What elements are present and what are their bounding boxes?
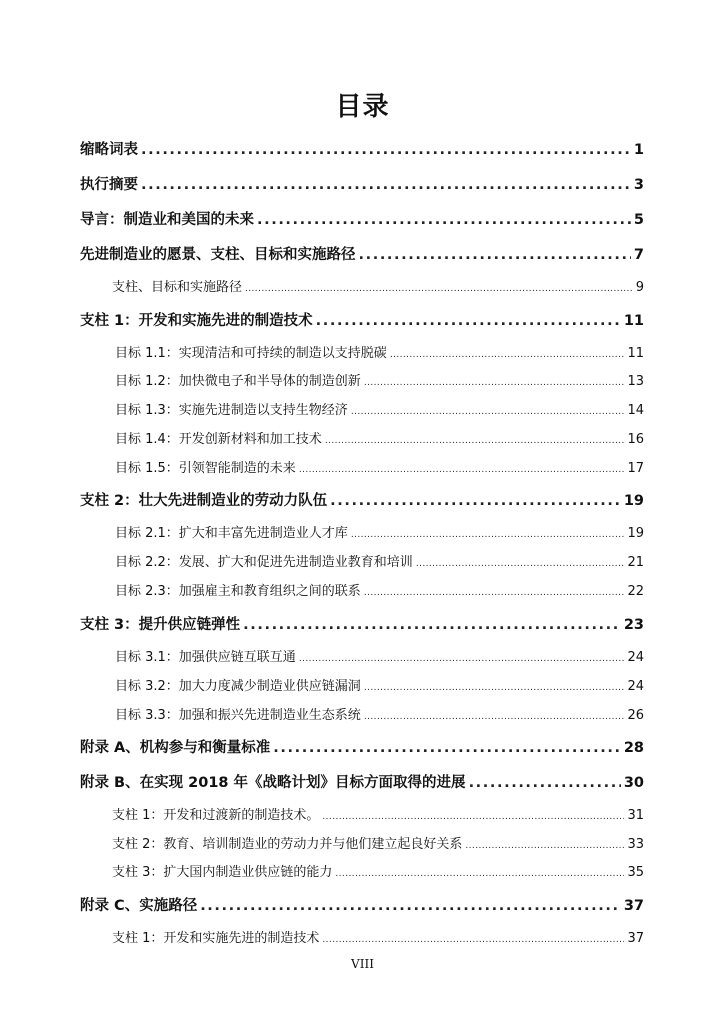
toc-entry-label: 执行摘要: [80, 177, 138, 193]
toc-entry-label: 缩略词表: [80, 142, 138, 158]
toc-entry-page: 11: [623, 313, 644, 329]
dot-leader: [200, 898, 621, 914]
toc-entry-page: 37: [623, 898, 644, 914]
dot-leader: [416, 559, 625, 569]
page-title: 目录: [335, 92, 390, 122]
toc-entry-appendix-c[interactable]: [80, 894, 644, 915]
toc-entry-abbreviations[interactable]: [80, 138, 644, 159]
toc-entry-page: 24: [627, 650, 644, 665]
toc-entry-page: 17: [627, 461, 644, 476]
toc-entry-label: 先进制造业的愿景、支柱、目标和实施路径: [80, 247, 356, 263]
toc-entry-goal-1-4[interactable]: [115, 428, 644, 447]
dot-leader: [330, 493, 621, 509]
toc-entry-page: 19: [623, 493, 644, 509]
toc-entry-page: 37: [627, 931, 644, 946]
toc-entry-page: 30: [623, 775, 644, 791]
dot-leader: [245, 284, 633, 294]
dot-leader: [141, 177, 631, 193]
toc-entry-goal-3-2[interactable]: [115, 675, 644, 694]
dot-leader: [351, 407, 625, 417]
toc-entry-goal-1-1[interactable]: [115, 342, 644, 361]
toc-entry-goal-3-1[interactable]: [115, 646, 644, 665]
toc-entry-page: 33: [627, 837, 644, 852]
dot-leader: [351, 530, 625, 540]
toc-entry-b-pillar-3[interactable]: [112, 861, 644, 880]
toc-entry-page: 14: [627, 403, 644, 418]
toc-entry-page: 21: [627, 555, 644, 570]
toc-entry-appendix-b[interactable]: [80, 771, 644, 792]
toc-entry-page: 26: [627, 708, 644, 723]
toc-entry-b-pillar-2[interactable]: [112, 833, 644, 852]
toc-entry-appendix-a[interactable]: [80, 736, 644, 757]
toc-entry-label: 目标 2.2：发展、扩大和促进先进制造业教育和培训: [115, 555, 413, 570]
toc-entry-page: 19: [627, 526, 644, 541]
toc-entry-page: 31: [627, 808, 644, 823]
toc-entry-label: 支柱 1：开发和过渡新的制造技术。: [112, 808, 320, 823]
toc-entry-goal-1-5[interactable]: [115, 457, 644, 476]
dot-leader: [243, 617, 621, 633]
dot-leader: [257, 212, 631, 228]
toc-entry-goal-3-3[interactable]: [115, 704, 644, 723]
toc-entry-page: 24: [627, 679, 644, 694]
toc-entry-goal-1-3[interactable]: [115, 399, 644, 418]
toc-entry-page: 23: [623, 617, 644, 633]
dot-leader: [316, 313, 621, 329]
toc-entry-goal-1-2[interactable]: [115, 370, 644, 389]
toc-entry-label: 支柱 2：教育、培训制造业的劳动力并与他们建立起良好关系: [112, 837, 463, 852]
dot-leader: [299, 654, 625, 664]
dot-leader: [322, 935, 624, 945]
toc-entry-label: 目标 3.3：加强和振兴先进制造业生态系统: [115, 708, 361, 723]
toc-entry-label: 附录 B、在实现 2018 年《战略计划》目标方面取得的进展: [80, 775, 466, 791]
toc-entry-vision[interactable]: [80, 243, 644, 264]
toc-entry-label: 目标 1.3：实施先进制造以支持生物经济: [115, 403, 348, 418]
toc-entry-page: 3: [633, 177, 644, 193]
toc-entry-label: 附录 A、机构参与和衡量标准: [80, 740, 271, 756]
toc-entry-executive-summary[interactable]: [80, 173, 644, 194]
toc-entry-page: 5: [633, 212, 644, 228]
toc-entry-label: 支柱 1：开发和实施先进的制造技术: [80, 313, 313, 329]
dot-leader: [322, 812, 624, 822]
toc-entry-label: 目标 3.1：加强供应链互联互通: [115, 650, 296, 665]
toc-entry-page: 22: [627, 584, 644, 599]
toc-entry-b-pillar-1[interactable]: [112, 804, 644, 823]
toc-entry-label: 目标 1.1：实现清洁和可持续的制造以支持脱碳: [115, 346, 387, 361]
toc-entry-label: 附录 C、实施路径: [80, 898, 198, 914]
toc-entry-label: 支柱 1：开发和实施先进的制造技术: [112, 931, 320, 946]
toc-entry-pillar-3[interactable]: [80, 613, 644, 634]
dot-leader: [359, 247, 631, 263]
dot-leader: [299, 465, 625, 475]
toc-entry-goal-2-3[interactable]: [115, 580, 644, 599]
toc-entry-label: 支柱、目标和实施路径: [112, 280, 243, 295]
toc-entry-label: 支柱 3：提升供应链弹性: [80, 617, 241, 633]
dot-leader: [469, 775, 621, 791]
toc-entry-page: 9: [635, 280, 644, 295]
toc-entry-page: 35: [627, 865, 644, 880]
toc-entry-label: 目标 3.2：加大力度减少制造业供应链漏洞: [115, 679, 361, 694]
toc-entry-goal-2-2[interactable]: [115, 551, 644, 570]
dot-leader: [364, 712, 625, 722]
toc-entry-label: 支柱 3：扩大国内制造业供应链的能力: [112, 865, 333, 880]
toc-entry-label: 目标 1.4：开发创新材料和加工技术: [115, 432, 322, 447]
toc-entry-goal-2-1[interactable]: [115, 522, 644, 541]
toc-entry-page: 13: [627, 374, 644, 389]
dot-leader: [325, 436, 625, 446]
dot-leader: [273, 740, 621, 756]
dot-leader: [465, 841, 624, 851]
toc-entry-page: 11: [627, 346, 644, 361]
page-number-footer: VIII: [351, 957, 374, 971]
dot-leader: [390, 350, 625, 360]
toc-entry-introduction[interactable]: [80, 208, 644, 229]
toc-entry-label: 目标 1.5：引领智能制造的未来: [115, 461, 296, 476]
toc-entry-label: 目标 2.1：扩大和丰富先进制造业人才库: [115, 526, 348, 541]
toc-entry-pillars-goals[interactable]: [112, 276, 644, 295]
toc-entry-label: 支柱 2：壮大先进制造业的劳动力队伍: [80, 493, 328, 509]
dot-leader: [141, 142, 631, 158]
toc-entry-page: 28: [623, 740, 644, 756]
dot-leader: [364, 588, 625, 598]
toc-entry-label: 目标 1.2：加快微电子和半导体的制造创新: [115, 374, 361, 389]
toc-entry-label: 导言：制造业和美国的未来: [80, 212, 254, 228]
toc-entry-page: 1: [633, 142, 644, 158]
toc-entry-pillar-1[interactable]: [80, 309, 644, 330]
toc-entry-page: 16: [627, 432, 644, 447]
toc-entry-c-pillar-1[interactable]: [112, 927, 644, 946]
dot-leader: [364, 378, 625, 388]
toc-entry-pillar-2[interactable]: [80, 489, 644, 510]
dot-leader: [364, 683, 625, 693]
dot-leader: [335, 869, 624, 879]
toc-entry-label: 目标 2.3：加强雇主和教育组织之间的联系: [115, 584, 361, 599]
toc-entry-page: 7: [633, 247, 644, 263]
